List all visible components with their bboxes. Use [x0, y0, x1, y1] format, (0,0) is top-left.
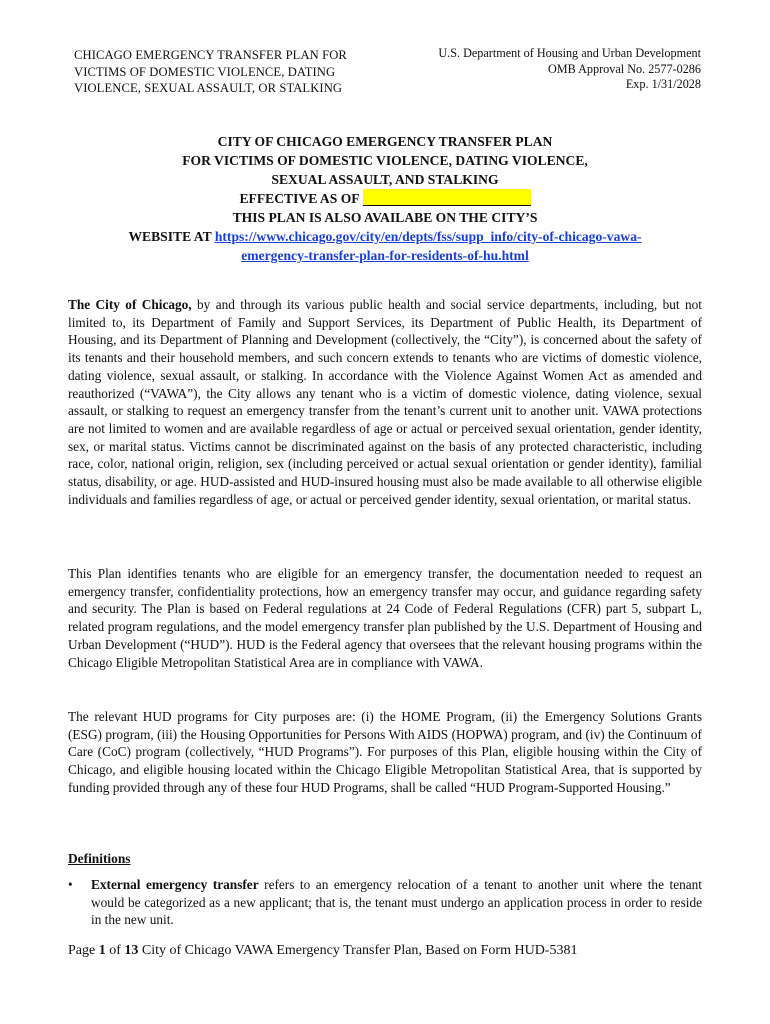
definition-text: [91, 876, 702, 929]
definition-list-item: [68, 876, 702, 929]
plan-url-link[interactable]: https://www.chicago.gov/city/en/depts/fss/supp_info/city-of-chicago-vawa-: [214, 229, 642, 244]
title-line: SEXUAL ASSAULT, AND STALKING: [271, 172, 499, 187]
footer-total-pages: 13: [124, 943, 139, 958]
bullet-icon: •: [68, 877, 73, 892]
definition-term: External emergency transfer: [91, 877, 259, 892]
effective-date-line: [60, 189, 710, 208]
footer-page-number: 1: [98, 943, 106, 958]
availability-line: THIS PLAN IS ALSO AVAILABE ON THE CITY’S: [232, 210, 538, 225]
website-line-continued: [60, 246, 710, 265]
expiration-date: Exp. 1/31/2028: [625, 77, 701, 91]
header-left-line: CHICAGO EMERGENCY TRANSFER PLAN FOR: [74, 48, 347, 62]
website-line: [60, 227, 710, 246]
footer-of-label: of: [109, 943, 121, 958]
agency-name: U.S. Department of Housing and Urban Development: [438, 46, 701, 60]
intro-text: by and through its various public health and social service departments, including, but not limited to, its Department of Family and Support Services, its Department of Public Health, its Department of Housing, and its Department of Planning and Development (collectively, the “City”), is concerned about the safety of its tenants and their household members, and such concern extends to tenants who are victims of domestic violence, dating violence, sexual assault, or stalking. In accordance with the Violence Against Women Act as amended and reauthorized (“VAWA”), the City allows any tenant who is a victim of domestic violence, dating violence, sexual assault, or stalking to request an emergency transfer from the tenant’s current unit to another unit. VAWA protections are not limited to women and are available regardless of age or actual or perceived sexual orientation, gender identity, sex, or marital status. Victims cannot be discriminated against on the basis of any protected characteristic, including race, color, national origin, religion, sex (including perceived or actual sexual orientation or gender identity), familial status, disability, or age. HUD-assisted and HUD-insured housing must also be made available to all otherwise eligible individuals and families regardless of age, or actual or perceived gender identity, sexual orientation, or marital status.: [68, 297, 703, 507]
plan-url-link-continued[interactable]: emergency-transfer-plan-for-residents-of-hu.html: [241, 248, 529, 263]
title-line: CITY OF CHICAGO EMERGENCY TRANSFER PLAN: [217, 134, 553, 149]
plan-scope-paragraph: This Plan identifies tenants who are eligible for an emergency transfer, the documentation needed to request an emergency transfer, confidentiality protections, how an emergency transfer may occur, and guidance regarding safety and security. The Plan is based on Federal regulations at 24 Code of Federal Regulations (CFR) part 5, subpart L, related program regulations, and the model emergency transfer plan published by the U.S. Department of Housing and Urban Development (“HUD”). HUD is the Federal agency that oversees that the relevant housing programs within the Chicago Eligible Metropolitan Statistical Area are in compliance with VAWA.: [68, 566, 702, 670]
definition-body: refers to an emergency relocation of a tenant to another unit where the tenant would be categorized as a new applicant; that is, the tenant must undergo an application process in order to reside in the new unit.: [91, 877, 702, 928]
document-title-block: [60, 132, 710, 265]
definitions-heading: Definitions: [68, 851, 131, 866]
footer-page-label: Page: [68, 943, 96, 958]
header-left-line: VICTIMS OF DOMESTIC VIOLENCE, DATING: [74, 64, 336, 79]
effective-date-blank[interactable]: [363, 189, 531, 206]
header-left-line: VIOLENCE, SEXUAL ASSAULT, OR STALKING: [74, 81, 343, 95]
footer-description: City of Chicago VAWA Emergency Transfer Plan, Based on Form HUD-5381: [141, 943, 578, 958]
website-label: WEBSITE AT: [128, 229, 212, 244]
omb-approval: OMB Approval No. 2577-0286: [547, 61, 701, 76]
title-line: FOR VICTIMS OF DOMESTIC VIOLENCE, DATING VIOLENCE,: [182, 153, 588, 168]
intro-paragraph: [68, 296, 702, 508]
header-agency-info: [371, 46, 701, 93]
effective-label: EFFECTIVE AS OF: [239, 191, 360, 206]
header-plan-title: [74, 47, 394, 97]
hud-programs-paragraph: The relevant HUD programs for City purposes are: (i) the HOME Program, (ii) the Emergency Solutions Grants (ESG) program, (iii) the Housing Opportunities for Persons With AIDS (HOPWA) program, and (iv) the Continuum of Care (CoC) program (collectively, “HUD Programs”). For purposes of this Plan, eligible housing within the City of Chicago, and eligible housing located within the Chicago Eligible Metropolitan Statistical Area, that is supported by funding provided through any of these four HUD Programs, shall be called “HUD Program-Supported Housing.”: [68, 709, 702, 795]
intro-lead: The City of Chicago,: [68, 297, 192, 312]
page-footer: [68, 942, 577, 960]
